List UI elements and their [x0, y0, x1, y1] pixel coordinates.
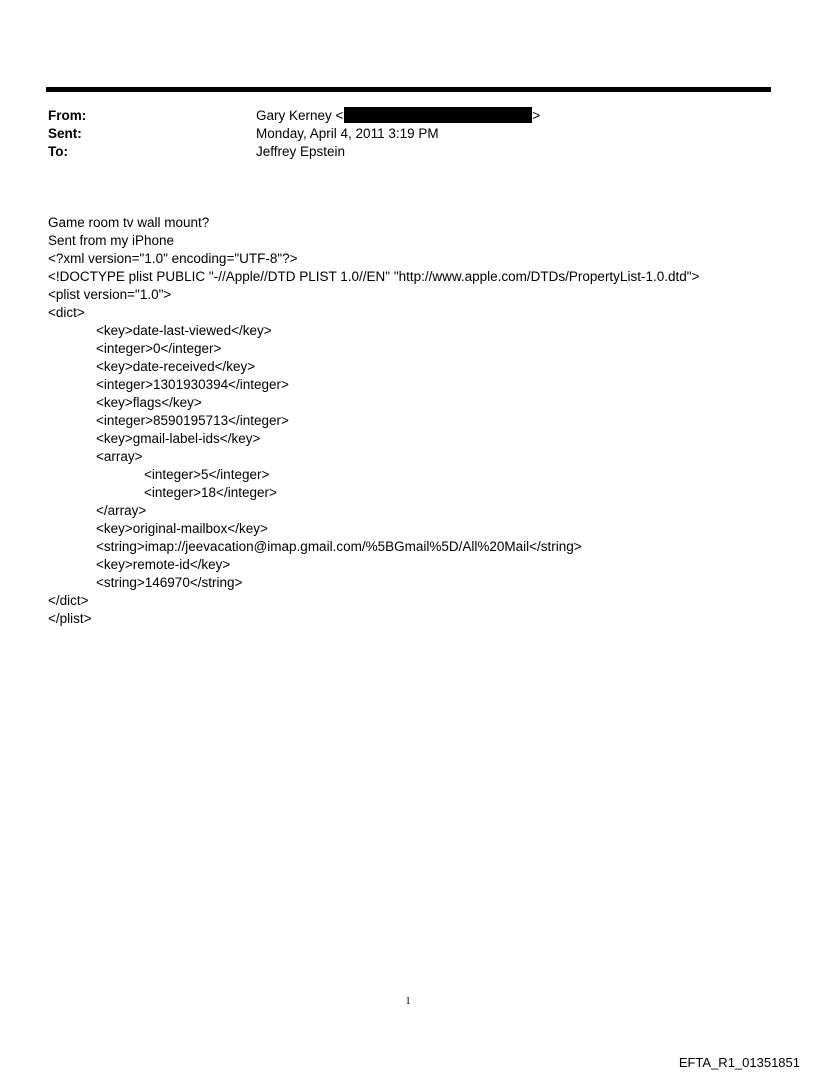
to-label: To: — [48, 144, 68, 159]
body-line: <key>original-mailbox</key> — [96, 521, 268, 536]
body-line: <!DOCTYPE plist PUBLIC "-//Apple//DTD PLIST 1.0//EN" "http://www.apple.com/DTDs/PropertyList-1.0.dtd"> — [48, 269, 700, 284]
body-line: <key>remote-id</key> — [96, 557, 231, 572]
body-line: <string>146970</string> — [96, 575, 243, 590]
body-line: <plist version="1.0"> — [48, 287, 172, 302]
body-line: </plist> — [48, 611, 92, 626]
from-sender-close: > — [532, 108, 541, 123]
body-line: <key>date-received</key> — [96, 359, 256, 374]
bates-number: EFTA_R1_01351851 — [678, 1055, 800, 1070]
body-line: <array> — [96, 449, 143, 464]
body-line: <integer>8590195713</integer> — [96, 413, 289, 428]
body-line: </dict> — [48, 593, 89, 608]
from-sender: Gary Kerney < — [256, 108, 344, 123]
email-body — [48, 214, 788, 628]
body-line: <integer>0</integer> — [96, 341, 222, 356]
from-value — [256, 107, 540, 125]
body-line: <?xml version="1.0" encoding="UTF-8"?> — [48, 251, 298, 266]
redaction-block — [344, 107, 532, 123]
body-line: Sent from my iPhone — [48, 233, 175, 248]
sent-label: Sent: — [48, 126, 82, 141]
body-line: </array> — [96, 503, 147, 518]
sent-value: Monday, April 4, 2011 3:19 PM — [256, 126, 439, 141]
header-divider — [46, 87, 771, 92]
body-line: <dict> — [48, 305, 85, 320]
body-line: <key>flags</key> — [96, 395, 202, 410]
body-line: Game room tv wall mount? — [48, 215, 210, 230]
body-line: <integer>1301930394</integer> — [96, 377, 289, 392]
from-label: From: — [48, 108, 87, 123]
body-line: <integer>18</integer> — [144, 485, 277, 500]
to-value: Jeffrey Epstein — [256, 144, 346, 159]
page-number: 1 — [405, 995, 411, 1007]
body-line: <key>gmail-label-ids</key> — [96, 431, 261, 446]
body-line: <key>date-last-viewed</key> — [96, 323, 272, 338]
body-line: <string>imap://jeevacation@imap.gmail.com/%5BGmail%5D/All%20Mail</string> — [96, 539, 582, 554]
body-line: <integer>5</integer> — [144, 467, 270, 482]
